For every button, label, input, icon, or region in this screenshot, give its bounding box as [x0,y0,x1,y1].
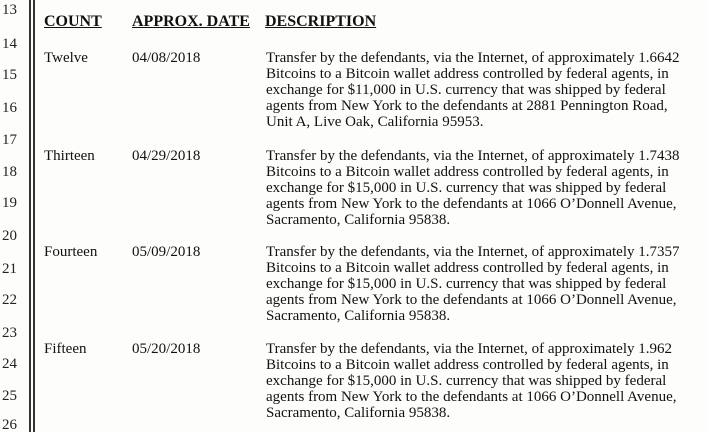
line-number: 17 [2,132,17,148]
row-date: 05/20/2018 [132,341,201,357]
margin-rule-left [29,0,31,432]
row-date: 04/08/2018 [132,50,201,66]
line-number: 19 [2,195,17,211]
row-count: Fourteen [44,244,98,260]
row-date: 05/09/2018 [132,244,201,260]
row-description: Transfer by the defendants, via the Internet, of approximately 1.7438 Bitcoins to a Bitcoin wallet address controlled by federal agents, in exchange for $15,000 in U.S. currency that was shipped by federal agents from New York to the defendants at 1066 O’Donnell Avenue, Sacramento, California 95838. [266,148,680,229]
line-number: 13 [2,2,17,18]
line-number: 21 [2,261,17,277]
line-number: 24 [2,356,17,372]
line-number: 20 [2,228,17,244]
line-number: 23 [2,325,17,341]
line-number: 16 [2,100,17,116]
line-number: 25 [2,388,17,404]
line-number: 22 [2,292,17,308]
line-number: 14 [2,36,17,52]
row-count: Fifteen [44,341,87,357]
header-description: DESCRIPTION [265,13,377,30]
row-description: Transfer by the defendants, via the Internet, of approximately 1.7357 Bitcoins to a Bitcoin wallet address controlled by federal agents, in exchange for $15,000 in U.S. currency that was shipped by federal agents from New York to the defendants at 1066 O’Donnell Avenue, Sacramento, California 95838. [266,244,680,325]
header-count: COUNT [44,13,102,30]
line-number: 26 [2,417,17,433]
margin-rule-right [33,0,35,432]
row-description: Transfer by the defendants, via the Internet, of approximately 1.6642 Bitcoins to a Bitcoin wallet address controlled by federal agents, in exchange for $11,000 in U.S. currency that was shipped by federal agents from New York to the defendants at 2881 Pennington Road, Unit A, Live Oak, California 95953. [266,50,680,131]
row-date: 04/29/2018 [132,148,201,164]
row-description: Transfer by the defendants, via the Internet, of approximately 1.962 Bitcoins to a Bitcoin wallet address controlled by federal agents, in exchange for $15,000 in U.S. currency that was shipped by federal agents from New York to the defendants at 1066 O’Donnell Avenue, Sacramento, California 95838. [266,341,677,422]
row-count: Twelve [44,50,88,66]
line-number: 15 [2,67,17,83]
header-date: APPROX. DATE [132,13,250,30]
row-count: Thirteen [44,148,95,164]
line-number: 18 [2,164,17,180]
